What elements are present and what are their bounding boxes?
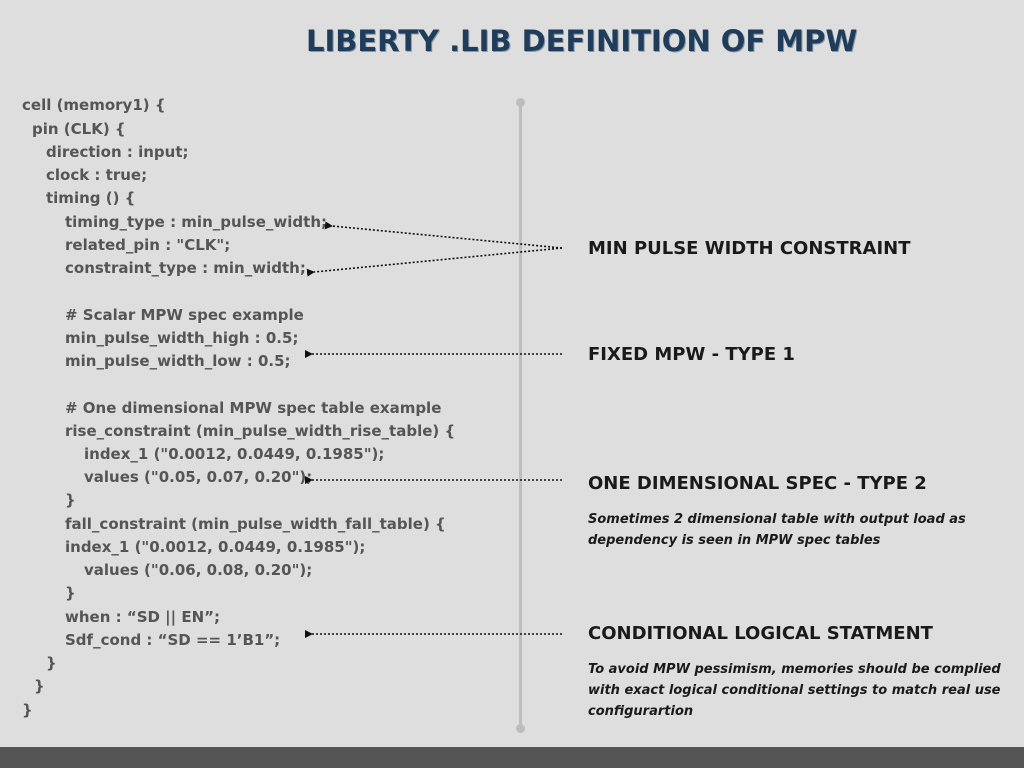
code-line: timing () { [46, 189, 136, 207]
code-line: pin (CLK) { [32, 120, 126, 138]
code-line: direction : input; [46, 143, 189, 161]
code-line: index_1 ("0.0012, 0.0449, 0.1985"); [65, 538, 366, 556]
code-line: } [65, 584, 76, 602]
code-line: Sdf_cond : “SD == 1’B1”; [65, 631, 281, 649]
code-line: values ("0.05, 0.07, 0.20"); [84, 468, 313, 486]
code-line: } [65, 491, 76, 509]
code-line: values ("0.06, 0.08, 0.20"); [84, 561, 313, 579]
code-line: related_pin : "CLK"; [65, 236, 231, 254]
code-line: min_pulse_width_high : 0.5; [65, 329, 299, 347]
footer-bar [0, 747, 1024, 768]
annotation-fixed-mpw: FIXED MPW - TYPE 1 [588, 344, 795, 365]
annotation-min-pulse-width: MIN PULSE WIDTH CONSTRAINT [588, 238, 911, 259]
annotation-note-conditional: To avoid MPW pessimism, memories should be complied with exact logical conditional settings to match real use configurartion [588, 662, 1001, 719]
code-line: } [34, 677, 45, 695]
page-title: LIBERTY .LIB DEFINITION OF MPW [306, 24, 858, 58]
code-line: fall_constraint (min_pulse_width_fall_table) { [65, 515, 446, 533]
code-line: } [46, 654, 57, 672]
annotation-one-dimensional: ONE DIMENSIONAL SPEC - TYPE 2 [588, 473, 927, 494]
code-line: cell (memory1) { [22, 96, 166, 114]
annotation-note-one-dimensional: Sometimes 2 dimensional table with output load as dependency is seen in MPW spec tables [588, 512, 966, 548]
annotation-conditional: CONDITIONAL LOGICAL STATMENT [588, 623, 933, 644]
code-line: index_1 ("0.0012, 0.0449, 0.1985"); [84, 445, 385, 463]
code-line: timing_type : min_pulse_width; [65, 213, 327, 231]
code-line: when : “SD || EN”; [65, 608, 221, 626]
arrow-min-pulse-width-type [332, 226, 562, 248]
code-comment: # One dimensional MPW spec table example [65, 399, 442, 417]
code-comment: # Scalar MPW spec example [65, 306, 304, 324]
code-line: } [22, 701, 33, 719]
code-line: clock : true; [46, 166, 148, 184]
arrow-min-width-constraint [314, 248, 562, 272]
code-line: constraint_type : min_width; [65, 259, 306, 277]
code-line: rise_constraint (min_pulse_width_rise_table) { [65, 422, 456, 440]
code-line: min_pulse_width_low : 0.5; [65, 352, 291, 370]
